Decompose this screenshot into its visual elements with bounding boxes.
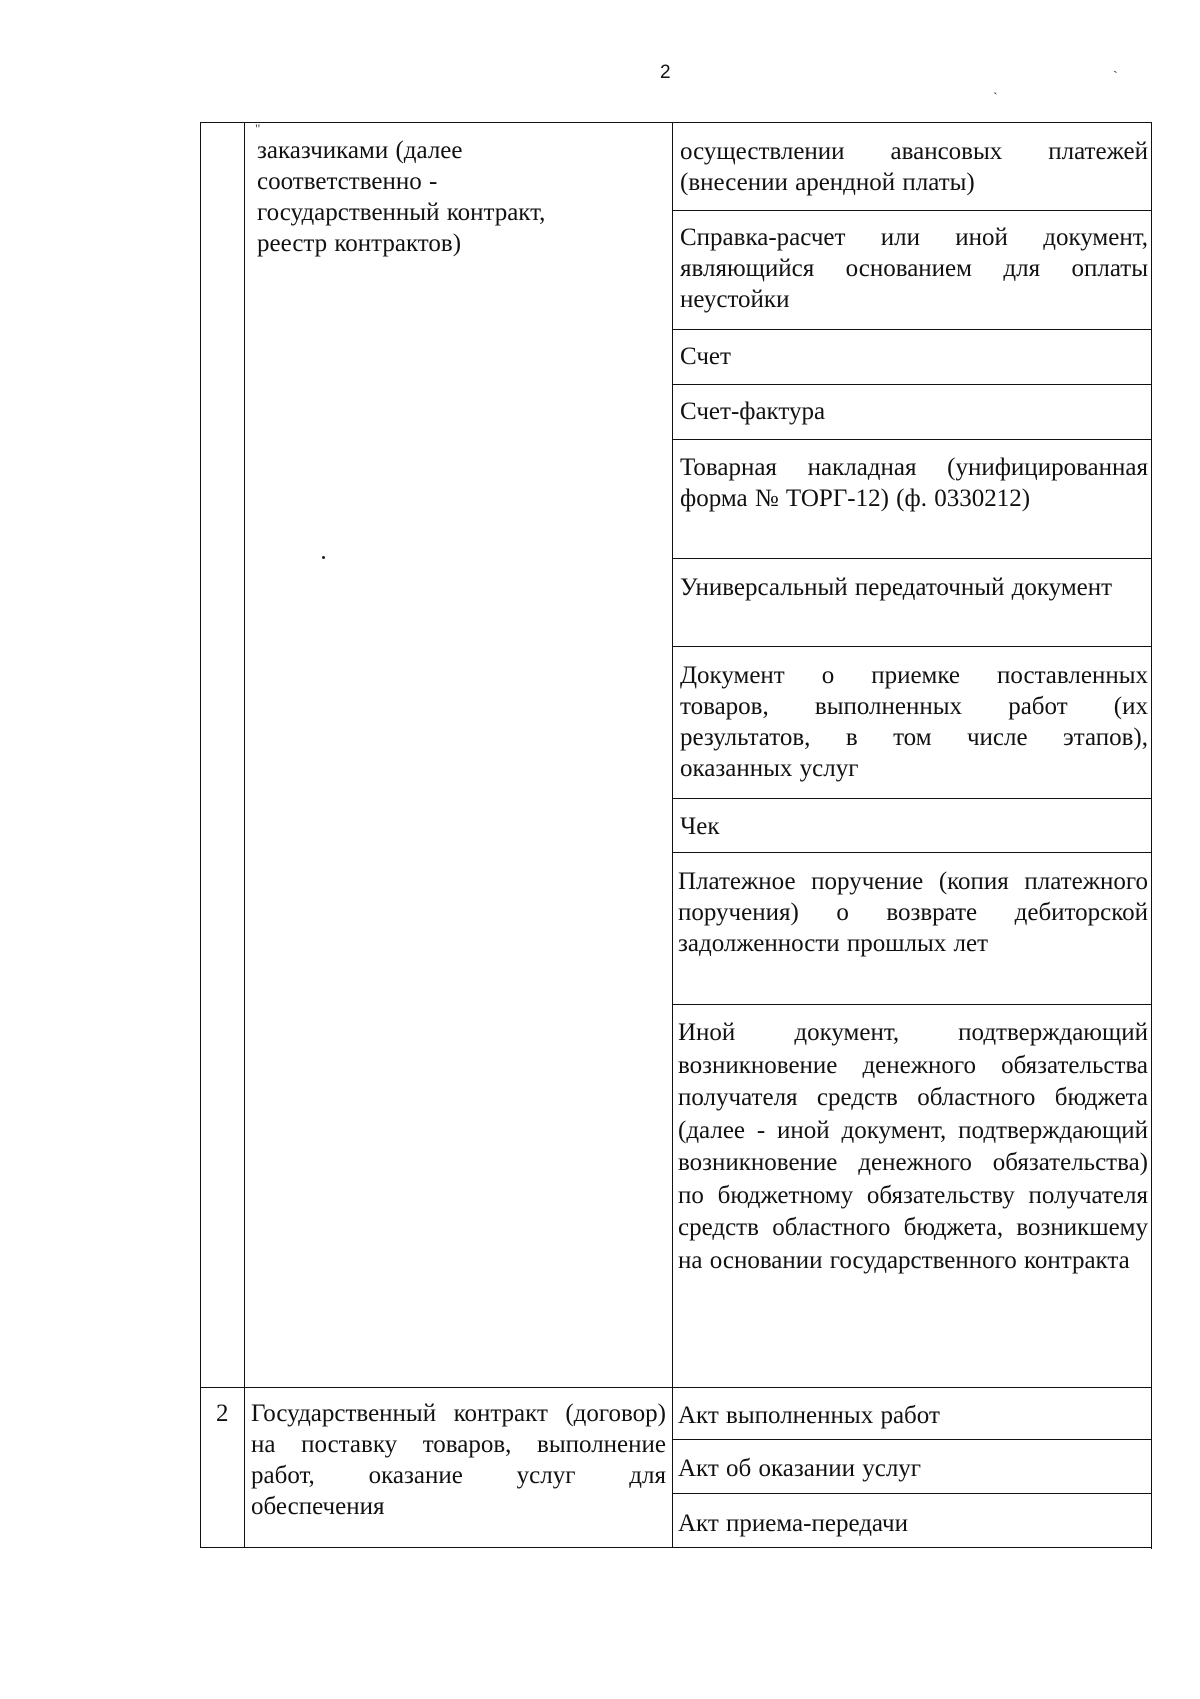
scan-mark-top-right-small: ` — [993, 91, 998, 106]
doc-separator — [672, 646, 1151, 647]
middle-column-divider — [672, 122, 673, 1547]
document-item: Универсальный передаточный документ — [680, 574, 1113, 601]
document-item: Счет-фактура — [680, 398, 826, 425]
doc-separator — [672, 439, 1151, 440]
document-item: осуществлении авансовых платежей (внесении арендной платы) — [680, 138, 1148, 196]
document-item: Товарная накладная (унифицированная форма № ТОРГ-12) (ф. 0330212) — [680, 454, 1148, 512]
page-number: 2 — [660, 62, 671, 83]
doc-separator — [672, 558, 1151, 559]
document-item: Акт об оказании услуг — [678, 1455, 922, 1482]
doc-separator — [672, 329, 1151, 330]
document-item: Платежное поручение (копия платежного поручения) о возврате дебиторской задолженности прошлых лет — [678, 868, 1148, 957]
document-item: Документ о приемке поставленных товаров, выполненных работ (их результатов, в том числе этапов), оказанных услуг — [680, 662, 1148, 782]
table-border-left — [200, 122, 201, 1547]
doc-separator — [672, 1493, 1151, 1494]
number-column-divider — [244, 122, 245, 1547]
document-item: Чек — [680, 813, 720, 840]
doc-separator — [672, 1004, 1151, 1005]
table-border-right — [1151, 122, 1152, 1549]
document-item: Акт приема-передачи — [678, 1510, 908, 1537]
doc-separator — [672, 384, 1151, 385]
row-number: 2 — [216, 1400, 229, 1427]
table-border-bottom — [200, 1547, 1152, 1548]
document-item: Иной документ, подтверждающий возникновение денежного обязательства получателя средств областного бюджета (далее - иной документ, подтверждающий возникновение денежного обязательства) по бюджетному обязательству получателя средств областного бюджета, возникшему на основании государственного контракта — [678, 1019, 1148, 1274]
table-border-top — [200, 122, 1152, 123]
contract-description: Государственный контракт (договор) на поставку товаров, выполнение работ, оказание услуг для обеспечения — [251, 1400, 666, 1520]
document-item: Акт выполненных работ — [678, 1402, 940, 1429]
doc-separator — [672, 852, 1151, 853]
document-item: Счет — [680, 343, 731, 370]
doc-separator — [672, 798, 1151, 799]
scan-mark-top-right: ˎ — [1113, 59, 1118, 74]
scan-dot — [322, 556, 325, 559]
document-item: Справка-расчет или иной документ, являющийся основанием для оплаты неустойки — [680, 224, 1148, 313]
doc-separator — [672, 1439, 1151, 1440]
row-separator — [200, 1387, 1152, 1388]
contract-description: заказчиками (далее соответственно - государственный контракт, реестр контрактов) — [257, 137, 546, 257]
cell-mark: " — [255, 121, 261, 136]
doc-separator — [672, 210, 1151, 211]
